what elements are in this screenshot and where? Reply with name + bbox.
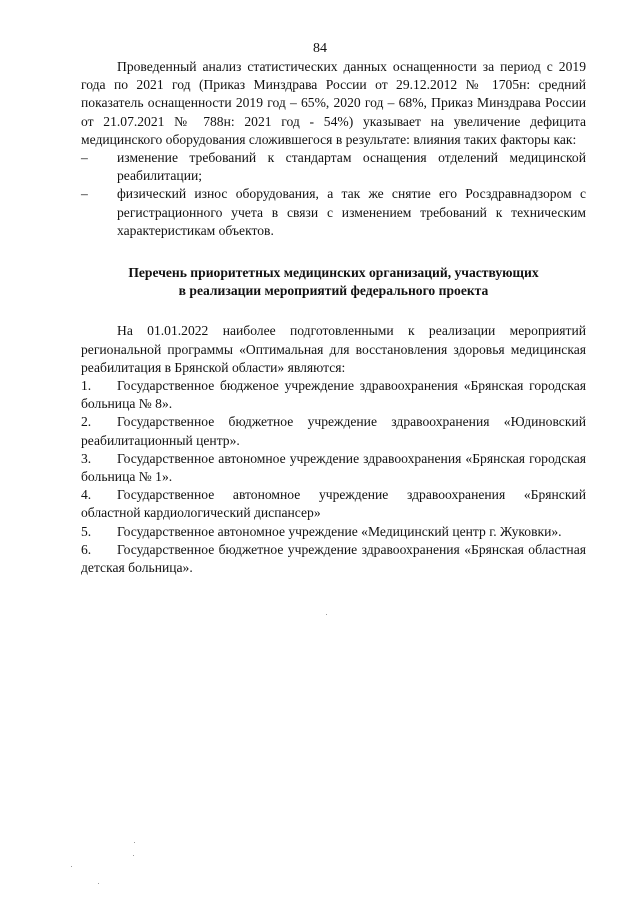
list-item-text: Государственное бюджетное учреждение здравоохранения «Юдиновский реабилитационный центр».	[81, 414, 586, 448]
bullet-text: физический износ оборудования, а так же снятие его Росздравнадзором с регистрационного учета в связи с изменением требований к техническим характеристикам объектов.	[117, 186, 586, 238]
scan-speck	[98, 883, 99, 884]
section-heading-line-2: в реализации мероприятий федерального проекта	[178, 283, 489, 299]
list-item-text: Государственное бюдженое учреждение здравоохранения «Брянская городская больница № 8».	[81, 378, 586, 412]
section-heading	[81, 264, 586, 300]
intro-paragraph: Проведенный анализ статистических данных оснащенности за период с 2019 года по 2021 год (Приказ Минздрава России от 29.12.2012 № 1705н: средний показатель оснащенности 2019 год – 65%, 2020 год – 68%, Приказ Минздрава России от 21.07.2021 № 788н: 2021 год - 54%) указывает на увеличение дефицита медицинского оборудования сложившегося в результате: влияния таких факторы как:	[81, 59, 586, 147]
list-item	[81, 523, 586, 541]
list-item	[81, 541, 586, 577]
bullet-text: изменение требований к стандартам оснащения отделений медицинской реабилитации;	[117, 150, 586, 184]
list-item	[81, 413, 586, 449]
bullet-dash: –	[81, 150, 88, 166]
list-item-text: Государственное автономное учреждение «Медицинский центр г. Жуковки».	[117, 523, 562, 539]
list-item	[81, 486, 586, 522]
scan-speck	[326, 614, 327, 615]
page-number: 84	[313, 41, 327, 56]
bullet-item	[81, 149, 586, 185]
bullet-item	[81, 185, 586, 240]
list-item-number: 4.	[81, 487, 92, 503]
scan-speck	[71, 866, 72, 867]
page-content	[81, 58, 586, 577]
list-item-text: Государственное автономное учреждение здравоохранения «Брянский областной кардиологический диспансер»	[81, 487, 586, 521]
list-item-text: Государственное автономное учреждение здравоохранения «Брянская городская больница № 1».	[81, 450, 586, 485]
bullet-dash: –	[81, 186, 88, 202]
list-item-number: 2.	[81, 414, 92, 430]
list-item-number: 3.	[81, 450, 92, 466]
scan-speck	[133, 855, 134, 856]
section-heading-line-1: Перечень приоритетных медицинских организаций, участвующих	[128, 265, 539, 281]
list-item-number: 6.	[81, 541, 92, 557]
scan-speck	[134, 842, 135, 843]
list-item-number: 5.	[81, 523, 92, 539]
list-item-number: 1.	[81, 378, 92, 394]
list-item	[81, 377, 586, 413]
list-item-text: Государственное бюджетное учреждение здравоохранения «Брянская областная детская больница».	[81, 541, 586, 576]
list-item	[81, 450, 586, 486]
section-paragraph: На 01.01.2022 наиболее подготовленными к реализации мероприятий региональной программы «Оптимальная для восстановления здоровья медицинская реабилитация в Брянской области» являются:	[81, 323, 586, 375]
